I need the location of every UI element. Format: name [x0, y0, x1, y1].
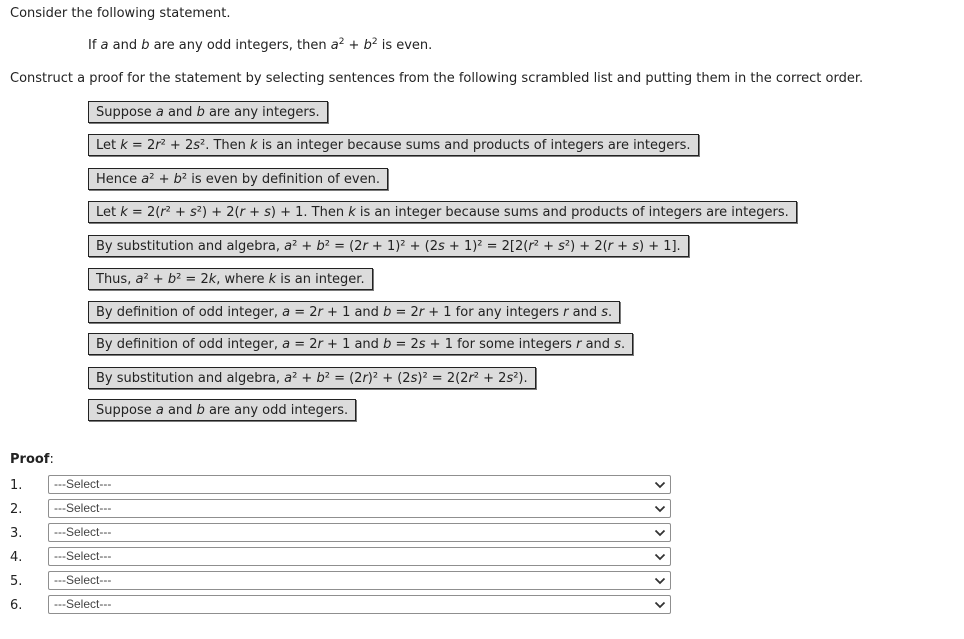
sentence-variable: s — [264, 205, 271, 220]
sentence-text: = 2( — [127, 205, 161, 220]
sentence-variable: r — [362, 239, 368, 254]
sentence-text: ². Then — [200, 138, 251, 153]
sentence-variable: r — [362, 371, 368, 386]
step-number: 4. — [10, 550, 23, 565]
statement — [88, 38, 432, 53]
sentence-variable: s — [410, 371, 418, 386]
sentence-text: ² = (2 — [324, 371, 363, 386]
sentence-card[interactable] — [88, 201, 797, 223]
statement-and: and — [108, 38, 142, 53]
sentence-text: ² = 2 — [176, 272, 209, 287]
sentence-text: are any odd integers. — [204, 403, 349, 418]
sentence-text: ) + 1]. — [638, 239, 681, 254]
sentence-variable: a — [141, 172, 150, 187]
sentence-text: ) + 1. Then — [270, 205, 349, 220]
sentence-variable: r — [239, 205, 245, 220]
sentence-variable: b — [316, 239, 325, 254]
sentence-variable: r — [418, 305, 425, 320]
sentence-card[interactable] — [88, 399, 356, 421]
sentence-text: By substitution and algebra, — [96, 371, 285, 386]
sentence-variable: r — [155, 138, 161, 153]
step-number: 1. — [10, 478, 23, 493]
step-number: 3. — [10, 526, 23, 541]
sentence-text: ²) + 2( — [564, 239, 608, 254]
sentence-card[interactable] — [88, 301, 620, 323]
statement-exponent-a: 2 — [338, 37, 345, 47]
chevron-down-icon — [654, 480, 666, 490]
sentence-variable: b — [383, 337, 392, 352]
sentence-variable: b — [196, 403, 205, 418]
sentence-text: ² + — [292, 371, 317, 386]
sentence-variable: r — [528, 239, 534, 254]
step-select[interactable] — [48, 499, 671, 518]
sentence-variable: k — [208, 272, 217, 287]
step-select-value: ---Select--- — [54, 477, 112, 491]
sentence-variable: s — [506, 371, 514, 386]
chevron-down-icon — [654, 552, 666, 562]
sentence-variable: b — [173, 172, 182, 187]
sentence-text: + 1 for some integers — [425, 337, 577, 352]
sentence-variable: s — [614, 337, 621, 352]
proof-label — [10, 452, 54, 467]
sentence-variable: s — [193, 138, 200, 153]
step-select[interactable] — [48, 523, 671, 542]
sentence-variable: a — [282, 305, 291, 320]
sentence-text: Let — [96, 138, 121, 153]
sentence-text: ² + — [143, 272, 168, 287]
sentence-variable: a — [284, 371, 293, 386]
sentence-variable: a — [284, 239, 293, 254]
sentence-text: By definition of odd integer, — [96, 305, 283, 320]
sentence-variable: r — [576, 337, 582, 352]
sentence-text: + 1 and — [322, 305, 384, 320]
sentence-card[interactable] — [88, 367, 536, 389]
sentence-variable: r — [563, 305, 569, 320]
sentence-text: and — [163, 403, 197, 418]
step-select-value: ---Select--- — [54, 573, 112, 587]
step-select[interactable] — [48, 571, 671, 590]
sentence-text: By substitution and algebra, — [96, 239, 285, 254]
sentence-text: ²) + 2( — [196, 205, 240, 220]
sentence-variable: k — [120, 138, 128, 153]
sentence-text: ² + — [533, 239, 559, 254]
intro-text: Consider the following statement. — [10, 6, 231, 21]
sentence-variable: s — [190, 205, 197, 220]
step-select-value: ---Select--- — [54, 597, 112, 611]
sentence-variable: k — [120, 205, 128, 220]
step-select[interactable] — [48, 547, 671, 566]
sentence-card[interactable] — [88, 235, 689, 257]
statement-exponent-b: 2 — [371, 37, 378, 47]
sentence-variable: k — [268, 272, 277, 287]
sentence-variable: s — [601, 305, 609, 320]
sentence-card[interactable] — [88, 168, 388, 190]
chevron-down-icon — [654, 504, 666, 514]
statement-prefix: If — [88, 38, 101, 53]
sentence-text: )² = 2(2 — [417, 371, 469, 386]
sentence-variable: b — [196, 105, 205, 120]
sentence-variable: a — [135, 272, 144, 287]
step-select[interactable] — [48, 475, 671, 494]
sentence-text: is an integer because sums and products of integers are integers. — [257, 138, 691, 153]
statement-var-b: b — [141, 38, 150, 53]
sentence-text: . — [608, 305, 613, 320]
sentence-variable: b — [316, 371, 325, 386]
step-select-value: ---Select--- — [54, 549, 112, 563]
statement-mid: are any odd integers, then — [149, 38, 331, 53]
sentence-text: ² + — [149, 172, 174, 187]
step-number: 5. — [10, 574, 23, 589]
sentence-text: and — [163, 105, 197, 120]
sentence-variable: a — [282, 337, 291, 352]
sentence-variable: r — [317, 337, 323, 352]
sentence-text: + 1)² = 2[2( — [444, 239, 529, 254]
sentence-card[interactable] — [88, 268, 373, 290]
sentence-variable: a — [155, 403, 164, 418]
chevron-down-icon — [654, 528, 666, 538]
sentence-text: are any integers. — [204, 105, 320, 120]
sentence-text: ²). — [513, 371, 528, 386]
sentence-text: = 2 — [290, 337, 318, 352]
sentence-variable: s — [438, 239, 445, 254]
sentence-text: = 2 — [127, 138, 156, 153]
sentence-variable: r — [317, 305, 323, 320]
statement-expr-a: a — [330, 38, 339, 53]
sentence-text: . — [620, 337, 626, 352]
sentence-text: and — [581, 337, 615, 352]
sentence-text: = 2 — [290, 305, 318, 320]
sentence-variable: k — [250, 138, 258, 153]
sentence-text: )² + (2 — [367, 371, 411, 386]
sentence-text: Thus, — [96, 272, 136, 287]
sentence-card[interactable] — [88, 333, 633, 355]
instruction-text: Construct a proof for the statement by selecting sentences from the following scrambled list and putting them in the correct order. — [10, 71, 864, 86]
sentence-text: + 1 and — [322, 337, 384, 352]
statement-expr-b: b — [363, 38, 372, 53]
sentence-text: ² + — [292, 239, 317, 254]
step-number: 2. — [10, 502, 23, 517]
chevron-down-icon — [654, 600, 666, 610]
sentence-card[interactable] — [88, 101, 328, 123]
sentence-variable: b — [383, 305, 392, 320]
proof-label-colon: : — [49, 452, 54, 467]
sentence-text: Suppose — [96, 105, 156, 120]
sentence-variable: s — [632, 239, 639, 254]
proof-label-text: Proof — [10, 452, 50, 467]
sentence-variable: r — [468, 371, 474, 386]
sentence-text: Let — [96, 205, 121, 220]
sentence-text: + — [244, 205, 265, 220]
sentence-variable: a — [155, 105, 164, 120]
chevron-down-icon — [654, 576, 666, 586]
sentence-card[interactable] — [88, 134, 699, 156]
step-select-value: ---Select--- — [54, 501, 112, 515]
sentence-text: Suppose — [96, 403, 156, 418]
sentence-text: and — [568, 305, 602, 320]
sentence-text: ² = (2 — [324, 239, 363, 254]
sentence-text: By definition of odd integer, — [96, 337, 283, 352]
sentence-text: ² + 2 — [473, 371, 507, 386]
sentence-text: + — [613, 239, 633, 254]
sentence-variable: r — [607, 239, 614, 254]
sentence-text: is an integer. — [276, 272, 365, 287]
statement-suffix: is even. — [377, 38, 433, 53]
sentence-text: , where — [216, 272, 269, 287]
step-select-value: ---Select--- — [54, 525, 112, 539]
step-number: 6. — [10, 598, 23, 613]
sentence-text: + 1 for any integers — [424, 305, 564, 320]
sentence-text: = 2 — [391, 305, 419, 320]
sentence-text: Hence — [96, 172, 142, 187]
statement-plus: + — [344, 38, 364, 53]
statement-var-a: a — [100, 38, 109, 53]
sentence-variable: k — [348, 205, 356, 220]
sentence-variable: b — [167, 272, 177, 287]
step-select[interactable] — [48, 595, 671, 614]
sentence-variable: s — [418, 337, 426, 352]
sentence-text: = 2 — [391, 337, 419, 352]
sentence-text: ² is even by definition of even. — [181, 172, 380, 187]
sentence-text: ² + 2 — [160, 138, 194, 153]
sentence-text: + 1)² + (2 — [367, 239, 439, 254]
sentence-text: is an integer because sums and products of integers are integers. — [355, 205, 789, 220]
sentence-text: ² + — [165, 205, 191, 220]
sentence-variable: s — [558, 239, 565, 254]
sentence-variable: r — [160, 205, 166, 220]
